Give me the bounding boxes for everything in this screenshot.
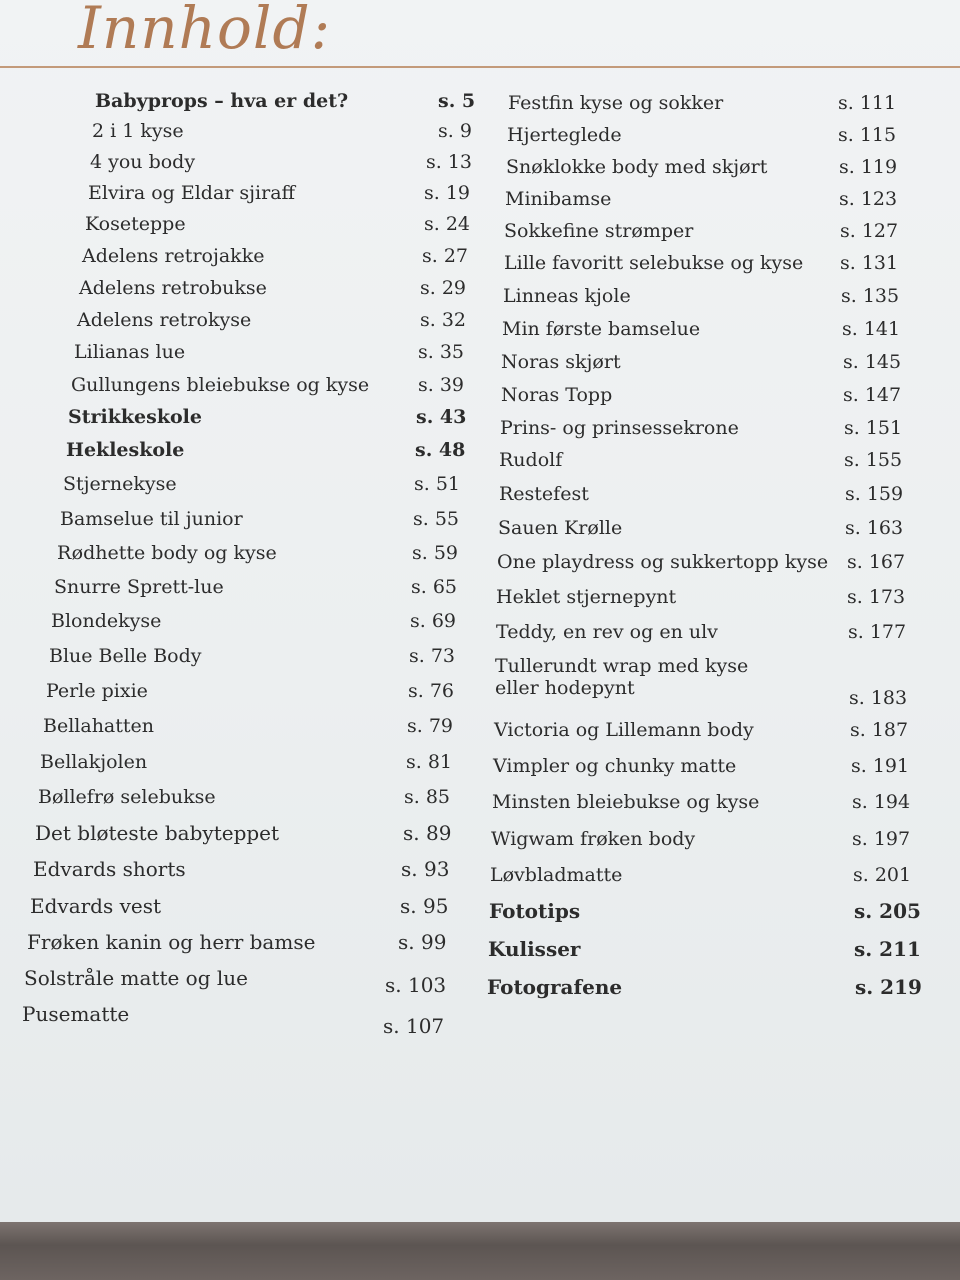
toc-entry-title: Adelens retrokyse [77, 309, 252, 331]
toc-page-number: s. 127 [840, 220, 899, 242]
toc-entry [20, 542, 480, 572]
toc-entry-title: Victoria og Lillemann body [494, 719, 754, 741]
page-title: Innhold: [78, 0, 332, 62]
toc-entry-title: Fototips [489, 899, 581, 923]
toc-page-number: s. 194 [852, 791, 911, 813]
toc-entry [20, 374, 480, 404]
toc-entry-title: 2 i 1 kyse [92, 120, 184, 142]
toc-entry-title: Snøklokke body med skjørt [506, 156, 768, 178]
toc-page-number: s. 69 [410, 610, 457, 632]
toc-entry [486, 124, 926, 154]
toc-page-number: s. 93 [401, 857, 450, 881]
toc-entry [486, 828, 926, 858]
toc-entry-title: Strikkeskole [68, 406, 202, 428]
toc-entry [20, 610, 480, 640]
toc-page-number: s. 177 [848, 621, 907, 643]
toc-page-number: s. 191 [851, 755, 910, 777]
toc-entry-title: Løvbladmatte [490, 864, 623, 886]
toc-entry [486, 755, 926, 785]
toc-page-number: s. 135 [841, 285, 900, 307]
toc-entry [20, 120, 480, 150]
toc-entry-title: Tullerundt wrap med kyse [495, 655, 749, 677]
toc-page-number: s. 35 [418, 341, 465, 363]
toc-entry [20, 576, 480, 606]
title-divider [0, 66, 960, 68]
toc-entry-title: Adelens retrobukse [79, 277, 267, 299]
toc-entry-title: Koseteppe [85, 213, 186, 235]
toc-entry [486, 351, 926, 381]
toc-page-number: s. 55 [413, 508, 460, 530]
toc-entry [486, 188, 926, 218]
toc-entry [486, 285, 926, 315]
toc-page-number: s. 5 [438, 90, 476, 112]
toc-entry [20, 751, 480, 781]
toc-page-number: s. 13 [426, 151, 473, 173]
toc-entry [486, 92, 926, 122]
toc-page-number: s. 48 [415, 439, 466, 461]
toc-entry [486, 899, 926, 929]
toc-entry [486, 449, 926, 479]
toc-page-number: s. 115 [838, 124, 897, 146]
toc-page-number: s. 211 [854, 937, 921, 961]
toc-entry-title: One playdress og sukkertopp kyse [497, 551, 829, 573]
toc-entry [20, 406, 480, 436]
toc-page-number: s. 81 [406, 751, 453, 773]
toc-entry-title: Rudolf [499, 449, 563, 471]
toc-page-number: s. 51 [414, 473, 461, 495]
toc-entry [20, 341, 480, 371]
toc-entry-title: Lilianas lue [74, 341, 186, 363]
toc-entry-title: Blue Belle Body [49, 645, 202, 667]
toc-entry-title: Gullungens bleiebukse og kyse [71, 374, 370, 396]
toc-entry-title: Festfin kyse og sokker [508, 92, 724, 114]
toc-entry-title: Lille favoritt selebukse og kyse [504, 252, 804, 274]
toc-entry [20, 1002, 480, 1038]
toc-entry-title-continued: eller hodepynt [495, 677, 635, 699]
toc-entry-title: Sauen Krølle [498, 517, 623, 539]
toc-entry-title: Heklet stjernepynt [496, 586, 677, 608]
toc-page-number: s. 147 [843, 384, 902, 406]
toc-entry-title: Pusematte [22, 1002, 130, 1026]
toc-page-number: s. 85 [404, 786, 451, 808]
toc-entry [486, 417, 926, 447]
toc-entry-title: Minibamse [505, 188, 612, 210]
toc-page-number: s. 197 [852, 828, 911, 850]
toc-entry [486, 318, 926, 348]
toc-page-number: s. 32 [420, 309, 467, 331]
toc-page-number: s. 119 [839, 156, 898, 178]
toc-entry-title: Restefest [499, 483, 589, 505]
toc-page-number: s. 201 [853, 864, 912, 886]
toc-page-number: s. 159 [845, 483, 904, 505]
toc-page-number: s. 95 [400, 894, 449, 918]
toc-entry-title: Bamselue til junior [60, 508, 243, 530]
toc-entry [486, 220, 926, 250]
toc-entry-title: Rødhette body og kyse [57, 542, 277, 564]
toc-entry-title: Blondekyse [51, 610, 162, 632]
toc-entry-title: Bøllefrø selebukse [38, 786, 216, 808]
toc-page-number: s. 219 [855, 975, 922, 999]
toc-page-number: s. 59 [412, 542, 459, 564]
toc-entry [486, 975, 926, 1005]
toc-page-number: s. 123 [839, 188, 898, 210]
toc-entry [20, 894, 480, 924]
toc-page-number: s. 24 [424, 213, 471, 235]
toc-page-number: s. 151 [844, 417, 903, 439]
toc-entry [20, 508, 480, 538]
toc-entry-title: Min første bamselue [502, 318, 701, 340]
toc-entry-title: Wigwam frøken body [491, 828, 696, 850]
toc-entry-title: Edvards shorts [33, 857, 186, 881]
toc-entry-title: Adelens retrojakke [82, 245, 265, 267]
toc-entry-title: Perle pixie [46, 680, 148, 702]
toc-page-number: s. 65 [411, 576, 458, 598]
toc-page-number: s. 99 [398, 930, 447, 954]
toc-entry [486, 483, 926, 513]
toc-entry [486, 384, 926, 414]
toc-page-number: s. 187 [850, 719, 909, 741]
toc-page-number: s. 131 [840, 252, 899, 274]
toc-page-number: s. 76 [408, 680, 455, 702]
toc-entry [486, 791, 926, 821]
toc-entry [20, 439, 480, 469]
toc-page-number: s. 43 [416, 406, 467, 428]
toc-entry [20, 821, 480, 851]
toc-entry [20, 966, 480, 996]
toc-entry [486, 621, 926, 651]
toc-page-number: s. 111 [838, 92, 897, 114]
toc-entry [20, 90, 480, 120]
toc-page-number: s. 173 [847, 586, 906, 608]
toc-page-number: s. 155 [844, 449, 903, 471]
toc-entry-title: Sokkefine strømper [504, 220, 694, 242]
toc-entry-title: Elvira og Eldar sjiraff [88, 182, 296, 204]
toc-entry-title: Minsten bleiebukse og kyse [492, 791, 760, 813]
toc-entry [20, 857, 480, 887]
toc-entry [20, 680, 480, 710]
toc-page-number: s. 183 [849, 687, 908, 709]
toc-entry-title: Babyprops – hva er det? [95, 90, 349, 112]
toc-entry [486, 719, 926, 749]
toc-entry-title: Snurre Sprett-lue [54, 576, 224, 598]
toc-entry [20, 277, 480, 307]
toc-entry [20, 182, 480, 212]
toc-entry [486, 937, 926, 967]
toc-entry-title: Linneas kjole [503, 285, 631, 307]
toc-page-number: s. 89 [403, 821, 452, 845]
toc-page-number: s. 167 [847, 551, 906, 573]
toc-page-number: s. 39 [418, 374, 465, 396]
toc-entry-title: Vimpler og chunky matte [493, 755, 737, 777]
toc-entry-title: Hjerteglede [507, 124, 622, 146]
toc-page-number: s. 145 [843, 351, 902, 373]
toc-page-number: s. 29 [420, 277, 467, 299]
toc-entry [486, 517, 926, 547]
toc-entry-title: Det bløteste babyteppet [35, 821, 280, 845]
toc-entry [20, 715, 480, 745]
toc-entry [20, 786, 480, 816]
toc-entry-title: 4 you body [90, 151, 196, 173]
table-surface [0, 1222, 960, 1280]
toc-entry [486, 551, 926, 581]
toc-entry-title: Fotografene [487, 975, 623, 999]
toc-page-number: s. 107 [383, 1014, 445, 1038]
toc-entry-title: Prins- og prinsessekrone [500, 417, 739, 439]
toc-entry-title: Hekleskole [66, 439, 185, 461]
toc-entry [486, 156, 926, 186]
toc-entry [20, 245, 480, 275]
toc-page-number: s. 27 [422, 245, 469, 267]
toc-entry-title: Solstråle matte og lue [24, 966, 248, 990]
toc-entry [20, 930, 480, 960]
toc-entry [20, 213, 480, 243]
toc-page-number: s. 19 [424, 182, 471, 204]
toc-entry [20, 473, 480, 503]
toc-page-number: s. 9 [438, 120, 472, 142]
toc-entry-title: Bellakjolen [40, 751, 148, 773]
toc-page-number: s. 141 [842, 318, 901, 340]
toc-entry [486, 655, 926, 709]
toc-entry-title: Noras Topp [501, 384, 613, 406]
toc-entry [20, 645, 480, 675]
toc-entry-title: Bellahatten [43, 715, 155, 737]
toc-entry-title: Stjernekyse [63, 473, 177, 495]
toc-page-number: s. 205 [854, 899, 921, 923]
toc-entry-title: Frøken kanin og herr bamse [27, 930, 316, 954]
toc-page-number: s. 73 [409, 645, 456, 667]
toc-entry [486, 864, 926, 894]
toc-page-number: s. 163 [845, 517, 904, 539]
toc-entry [20, 309, 480, 339]
toc-entry [20, 151, 480, 181]
toc-page-number: s. 103 [385, 973, 447, 997]
toc-entry-title: Noras skjørt [501, 351, 621, 373]
toc-entry-title: Edvards vest [30, 894, 162, 918]
toc-page-number: s. 79 [407, 715, 454, 737]
toc-entry [486, 586, 926, 616]
toc-entry-title: Teddy, en rev og en ulv [496, 621, 718, 643]
toc-entry [486, 252, 926, 282]
toc-entry-title: Kulisser [488, 937, 581, 961]
